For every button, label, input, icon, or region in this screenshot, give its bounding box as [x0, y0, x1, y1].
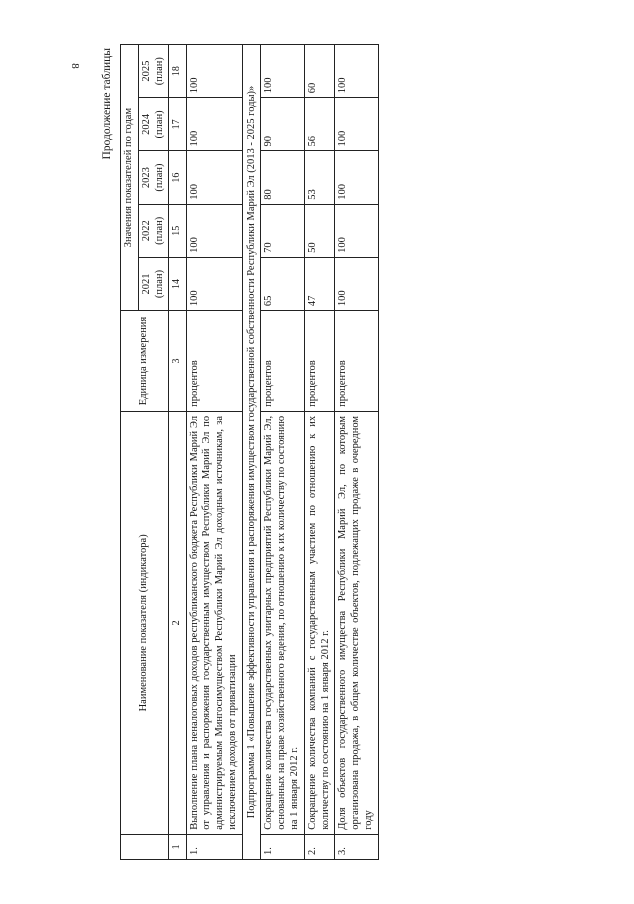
header-year: 2021 (план)	[138, 257, 169, 310]
row-number: 2.	[304, 834, 335, 859]
table-row	[335, 45, 378, 860]
unit-cell: процентов	[335, 311, 378, 412]
column-number: 3	[169, 311, 186, 412]
value-cell: 100	[186, 257, 242, 310]
column-number: 1	[169, 834, 186, 859]
value-cell: 100	[335, 151, 378, 204]
header-year: 2025 (план)	[138, 45, 169, 98]
column-number: 2	[169, 411, 186, 834]
value-cell: 65	[261, 257, 304, 310]
value-cell: 50	[304, 204, 335, 257]
header-year: 2023 (план)	[138, 151, 169, 204]
table-row	[186, 45, 242, 860]
subprogram-row	[242, 45, 261, 860]
unit-cell: процентов	[304, 311, 335, 412]
value-cell: 70	[261, 204, 304, 257]
value-cell: 90	[261, 98, 304, 151]
value-cell: 60	[304, 45, 335, 98]
value-cell: 100	[186, 151, 242, 204]
value-cell: 53	[304, 151, 335, 204]
value-cell: 100	[335, 45, 378, 98]
header-unit: Единица измерения	[121, 311, 169, 412]
table-row	[261, 45, 304, 860]
header-values-group: Значения показателей по годам	[121, 45, 139, 311]
column-number: 18	[169, 45, 186, 98]
row-number: 1.	[186, 834, 242, 859]
indicator-name: Сокращение количества компаний с государственным участием по отношению к их количеству по состоянию на 1 января 2012 г.	[304, 411, 335, 834]
header-year: 2022 (план)	[138, 204, 169, 257]
value-cell: 100	[186, 45, 242, 98]
value-cell: 100	[186, 204, 242, 257]
value-cell: 100	[335, 98, 378, 151]
page-number: 8	[68, 63, 81, 69]
value-cell: 100	[261, 45, 304, 98]
column-number: 16	[169, 151, 186, 204]
value-cell: 100	[335, 257, 378, 310]
table-row	[304, 45, 335, 860]
value-cell: 100	[186, 98, 242, 151]
indicators-table	[120, 44, 379, 860]
row-number: 3.	[335, 834, 378, 859]
header-year: 2024 (план)	[138, 98, 169, 151]
unit-cell: процентов	[186, 311, 242, 412]
column-number: 17	[169, 98, 186, 151]
value-cell: 100	[335, 204, 378, 257]
rotated-document-page	[100, 40, 620, 860]
indicator-name: Сокращение количества государственных унитарных предприятий Республики Марий Эл, основанных на праве хозяйственного ведения, по отношению к их количеству по состоянию на 1 января 2012 г.	[261, 411, 304, 834]
indicator-name: Доля объектов государственного имущества Республики Марий Эл, по которым организована продажа, в общем количестве объектов, подлежащих продаже в очередном году	[335, 411, 378, 834]
header-num	[121, 834, 169, 859]
column-number: 15	[169, 204, 186, 257]
indicator-name: Выполнение плана неналоговых доходов республиканского бюджета Республики Марий Эл от управления и распоряжения государственным имуществом Республики Марий Эл по администрируемым Мингосимуществом Республики Марий Эл доходным источникам, за исключением доходов от приватизации	[186, 411, 242, 834]
value-cell: 56	[304, 98, 335, 151]
subprogram-title: Подпрограмма 1 «Повышение эффективности управления и распоряжения имуществом государственной собственности Республики Марий Эл (2013 - 2025 годы)»	[242, 45, 261, 860]
header-name: Наименование показателя (индикатора)	[121, 411, 169, 834]
value-cell: 47	[304, 257, 335, 310]
value-cell: 80	[261, 151, 304, 204]
row-number: 1.	[261, 834, 304, 859]
continuation-label: Продолжение таблицы	[101, 48, 113, 160]
unit-cell: процентов	[261, 311, 304, 412]
column-number: 14	[169, 257, 186, 310]
